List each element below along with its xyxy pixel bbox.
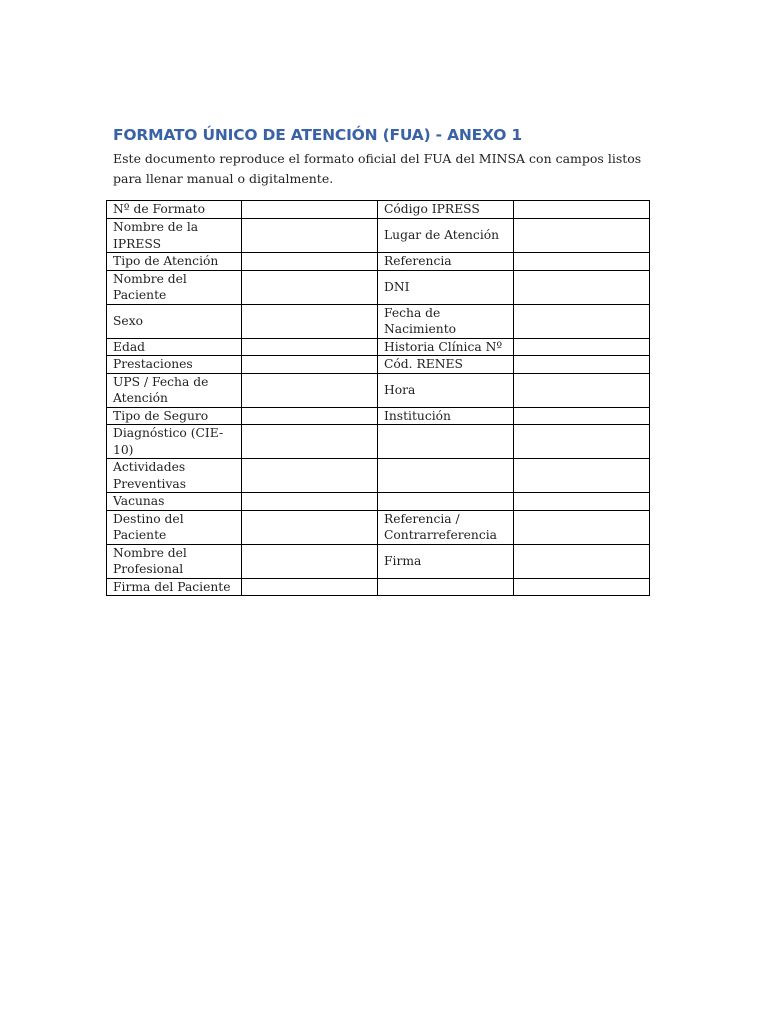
form-label: Tipo de Seguro	[107, 407, 242, 425]
form-row	[107, 253, 650, 271]
form-label: Destino del Paciente	[107, 510, 242, 544]
form-label: Referencia	[378, 253, 514, 271]
fua-form-body	[107, 201, 650, 596]
form-row	[107, 201, 650, 219]
form-field[interactable]	[242, 510, 378, 544]
form-field[interactable]	[242, 407, 378, 425]
form-field[interactable]	[242, 578, 378, 596]
form-label: Fecha de Nacimiento	[378, 304, 514, 338]
document-intro: Este documento reproduce el formato oficial del FUA del MINSA con campos listos para llenar manual o digitalmente.	[113, 151, 642, 186]
form-field[interactable]	[514, 407, 650, 425]
form-label: Historia Clínica Nº	[378, 338, 514, 356]
form-label: Hora	[378, 373, 514, 407]
form-row	[107, 407, 650, 425]
form-label: Vacunas	[107, 493, 242, 511]
form-row	[107, 425, 650, 459]
form-label: Nombre del Paciente	[107, 270, 242, 304]
form-field[interactable]	[514, 493, 650, 511]
form-field[interactable]	[378, 578, 514, 596]
form-field[interactable]	[514, 253, 650, 271]
form-field[interactable]	[242, 493, 378, 511]
document-title: FORMATO ÚNICO DE ATENCIÓN (FUA) - ANEXO 1	[113, 126, 522, 144]
form-field[interactable]	[514, 219, 650, 253]
form-field[interactable]	[242, 544, 378, 578]
form-field[interactable]	[514, 578, 650, 596]
form-label: Firma del Paciente	[107, 578, 242, 596]
form-field[interactable]	[242, 338, 378, 356]
form-field[interactable]	[514, 201, 650, 219]
form-field[interactable]	[242, 304, 378, 338]
form-field[interactable]	[514, 338, 650, 356]
form-row	[107, 219, 650, 253]
form-field[interactable]	[242, 219, 378, 253]
form-row	[107, 270, 650, 304]
form-label: Tipo de Atención	[107, 253, 242, 271]
fua-form-table	[106, 200, 650, 596]
form-row	[107, 493, 650, 511]
form-label: Diagnóstico (CIE-10)	[107, 425, 242, 459]
form-row	[107, 544, 650, 578]
form-field[interactable]	[514, 544, 650, 578]
form-label: Código IPRESS	[378, 201, 514, 219]
form-field[interactable]	[378, 459, 514, 493]
form-row	[107, 338, 650, 356]
form-row	[107, 578, 650, 596]
form-field[interactable]	[242, 270, 378, 304]
form-label: Nombre del Profesional	[107, 544, 242, 578]
form-row	[107, 304, 650, 338]
form-field[interactable]	[514, 510, 650, 544]
form-field[interactable]	[242, 373, 378, 407]
form-field[interactable]	[242, 201, 378, 219]
form-field[interactable]	[242, 425, 378, 459]
form-field[interactable]	[242, 459, 378, 493]
form-label: Lugar de Atención	[378, 219, 514, 253]
form-field[interactable]	[514, 373, 650, 407]
form-field[interactable]	[242, 356, 378, 374]
form-label: DNI	[378, 270, 514, 304]
form-label: Sexo	[107, 304, 242, 338]
form-field[interactable]	[514, 270, 650, 304]
form-label: Actividades Preventivas	[107, 459, 242, 493]
form-field[interactable]	[514, 304, 650, 338]
form-label: Nombre de la IPRESS	[107, 219, 242, 253]
form-row	[107, 356, 650, 374]
form-label: Referencia / Contrarreferencia	[378, 510, 514, 544]
form-field[interactable]	[514, 356, 650, 374]
form-field[interactable]	[514, 425, 650, 459]
form-label: Prestaciones	[107, 356, 242, 374]
form-label: Cód. RENES	[378, 356, 514, 374]
form-field[interactable]	[378, 425, 514, 459]
form-row	[107, 510, 650, 544]
form-label: UPS / Fecha de Atención	[107, 373, 242, 407]
form-label: Edad	[107, 338, 242, 356]
form-row	[107, 373, 650, 407]
form-label: Institución	[378, 407, 514, 425]
form-field[interactable]	[242, 253, 378, 271]
form-field[interactable]	[514, 459, 650, 493]
form-label: Nº de Formato	[107, 201, 242, 219]
form-label: Firma	[378, 544, 514, 578]
form-field[interactable]	[378, 493, 514, 511]
form-row	[107, 459, 650, 493]
